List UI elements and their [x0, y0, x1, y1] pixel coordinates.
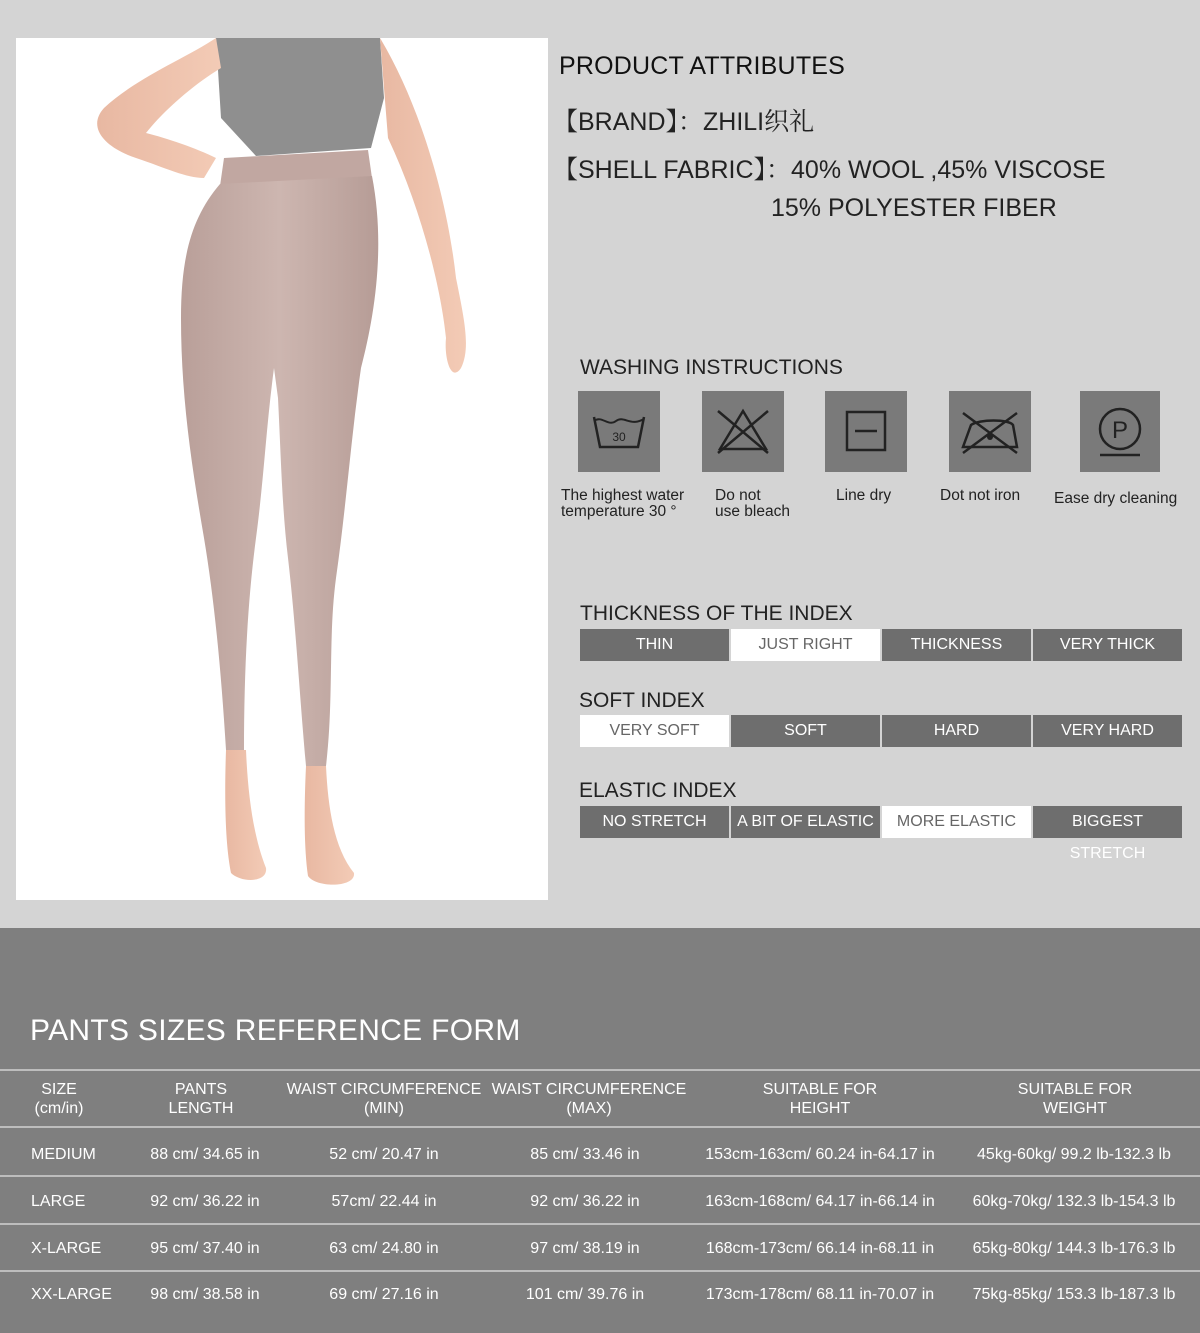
cell-height: 173cm-178cm/ 68.11 in-70.07 in	[705, 1286, 935, 1303]
header-weight: SUITABLE FOR WEIGHT	[1017, 1081, 1133, 1117]
no-bleach-icon	[702, 391, 784, 472]
thickness-index-scale	[580, 629, 1182, 661]
soft-option-soft: SOFT	[731, 715, 882, 747]
table-divider	[0, 1223, 1200, 1225]
cell-size: XX-LARGE	[31, 1286, 112, 1303]
dry-clean-label: Ease dry cleaning	[1054, 490, 1178, 507]
thickness-option-thin: THIN	[580, 629, 731, 661]
header-pants-length: PANTS LENGTH	[168, 1081, 234, 1117]
leggings-model-image	[16, 38, 548, 900]
header-size: SIZE (cm/in)	[34, 1081, 84, 1117]
line-dry-label: Line dry	[836, 487, 892, 504]
cell-size: X-LARGE	[31, 1240, 102, 1257]
cell-waist-max: 92 cm/ 36.22 in	[530, 1193, 640, 1210]
product-attributes-title: PRODUCT ATTRIBUTES	[559, 52, 846, 80]
thickness-index-title: THICKNESS OF THE INDEX	[580, 602, 853, 625]
cell-size: MEDIUM	[31, 1146, 96, 1163]
soft-option-very-soft: VERY SOFT	[580, 715, 731, 747]
thickness-option-just-right: JUST RIGHT	[731, 629, 882, 661]
table-divider	[0, 1175, 1200, 1177]
no-iron-icon	[949, 391, 1031, 472]
svg-text:P: P	[1111, 417, 1129, 444]
dry-clean-p-icon	[1080, 391, 1160, 472]
cell-weight: 65kg-80kg/ 144.3 lb-176.3 lb	[972, 1240, 1176, 1257]
washing-instructions-title: WASHING INSTRUCTIONS	[580, 356, 843, 379]
cell-waist-max: 85 cm/ 33.46 in	[530, 1146, 640, 1163]
product-photo	[16, 38, 548, 900]
elastic-option-a-bit: A BIT OF ELASTIC	[731, 806, 882, 838]
soft-index-scale	[580, 715, 1182, 747]
table-divider	[0, 1270, 1200, 1272]
cell-waist-max: 97 cm/ 38.19 in	[530, 1240, 640, 1257]
header-waist-max: WAIST CIRCUMFERENCE (MAX)	[491, 1081, 687, 1117]
brand-line: 【BRAND】：ZHILI织礼	[553, 108, 815, 136]
elastic-option-no-stretch: NO STRETCH	[580, 806, 731, 838]
elastic-option-more-elastic: MORE ELASTIC	[882, 806, 1033, 838]
elastic-option-biggest-stretch: BIGGEST STRETCH	[1033, 806, 1182, 838]
elastic-index-scale	[580, 806, 1182, 862]
cell-length: 95 cm/ 37.40 in	[150, 1240, 260, 1257]
thickness-option-thickness: THICKNESS	[882, 629, 1033, 661]
cell-length: 98 cm/ 38.58 in	[150, 1286, 260, 1303]
table-divider	[0, 1069, 1200, 1071]
line-dry-icon	[825, 391, 907, 472]
cell-waist-min: 69 cm/ 27.16 in	[329, 1286, 439, 1303]
shell-fabric-line: 【SHELL FABRIC】：40% WOOL ,45% VISCOSE	[553, 156, 1106, 184]
cell-waist-min: 63 cm/ 24.80 in	[329, 1240, 439, 1257]
cell-waist-max: 101 cm/ 39.76 in	[525, 1286, 645, 1303]
cell-height: 168cm-173cm/ 66.14 in-68.11 in	[705, 1240, 935, 1257]
no-bleach-label: Do not use bleach	[715, 487, 790, 520]
cell-waist-min: 52 cm/ 20.47 in	[329, 1146, 439, 1163]
no-iron-label: Dot not iron	[940, 487, 1021, 504]
wash-30-icon	[578, 391, 660, 472]
cell-weight: 75kg-85kg/ 153.3 lb-187.3 lb	[972, 1286, 1176, 1303]
size-table-title: PANTS SIZES REFERENCE FORM	[30, 1014, 521, 1047]
shell-fabric-line-2: 15% POLYESTER FIBER	[771, 194, 1057, 222]
cell-weight: 60kg-70kg/ 132.3 lb-154.3 lb	[972, 1193, 1176, 1210]
cell-weight: 45kg-60kg/ 99.2 lb-132.3 lb	[977, 1146, 1171, 1163]
size-reference-section	[0, 928, 1200, 1333]
soft-option-very-hard: VERY HARD	[1033, 715, 1182, 747]
thickness-option-very-thick: VERY THICK	[1033, 629, 1182, 661]
svg-text:30: 30	[612, 430, 626, 444]
header-height: SUITABLE FOR HEIGHT	[762, 1081, 878, 1117]
cell-length: 88 cm/ 34.65 in	[150, 1146, 260, 1163]
wash-30-label: The highest water temperature 30 °	[561, 487, 685, 520]
table-divider	[0, 1126, 1200, 1128]
cell-length: 92 cm/ 36.22 in	[150, 1193, 260, 1210]
soft-option-hard: HARD	[882, 715, 1033, 747]
elastic-index-title: ELASTIC INDEX	[579, 779, 737, 802]
cell-height: 153cm-163cm/ 60.24 in-64.17 in	[705, 1146, 935, 1163]
cell-height: 163cm-168cm/ 64.17 in-66.14 in	[705, 1193, 935, 1210]
cell-waist-min: 57cm/ 22.44 in	[331, 1193, 437, 1210]
header-waist-min: WAIST CIRCUMFERENCE (MIN)	[286, 1081, 482, 1117]
cell-size: LARGE	[31, 1193, 86, 1210]
soft-index-title: SOFT INDEX	[579, 689, 705, 712]
